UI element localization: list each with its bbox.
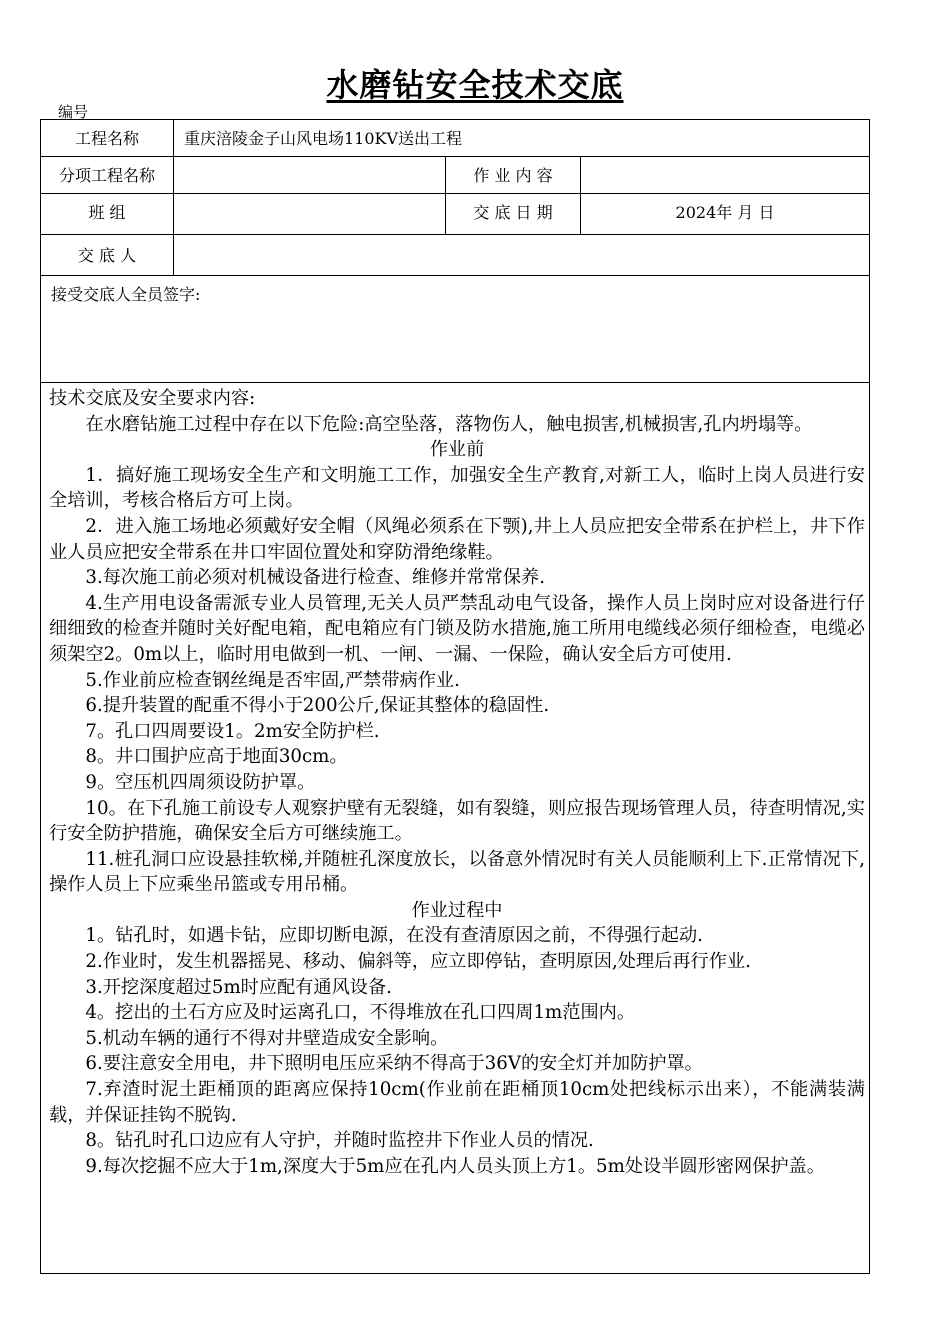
row-presenter [41,235,869,276]
during-work-item: 3.开挖深度超过5m时应配有通风设备. [85,976,392,998]
before-work-item: 10。在下孔施工前设专人观察护壁有无裂缝，如有裂缝，则应报告现场管理人员，待查明情况,实行安全防护措施，确保安全后方可继续施工。 [49,797,865,845]
content-heading: 技术交底及安全要求内容: [49,388,256,409]
before-work-item: 2．进入施工场地必须戴好安全帽（风绳必须系在下颚),井上人员应把安全带系在护栏上，井下作业人员应把安全带系在井口牢固位置处和穿防滑绝缘鞋。 [49,515,865,563]
before-work-item: 3.每次施工前必须对机械设备进行检查、维修并常常保养. [85,567,546,589]
before-work-item: 9。空压机四周须设防护罩。 [85,771,316,793]
signature-label: 接受交底人全员签字: [51,285,201,304]
date-value: 2024年 月 日 [675,203,775,222]
project-name-value: 重庆涪陵金子山风电场110KV送出工程 [184,129,463,148]
serial-number-label: 编号 [58,103,89,121]
during-work-item: 5.机动车辆的通行不得对井壁造成安全影响。 [85,1027,449,1049]
content-intro: 在水磨钻施工过程中存在以下危险:高空坠落，落物伤人，触电损害,机械损害,孔内坍塌等。 [85,413,813,435]
before-work-item: 4.生产用电设备需派专业人员管理,无关人员严禁乱动电气设备，操作人员上岗时应对设备进行仔细细致的检查并随时关好配电箱，配电箱应有门锁及防水措施,施工所用电缆线必须仔细检查，电缆必须架空2。0m以上，临时用电做到一机、一闸、一漏、一保险，确认安全后方可使用. [49,592,865,665]
before-work-item: 6.提升装置的配重不得小于200公斤,保证其整体的稳固性. [85,695,550,717]
sub-project-label: 分项工程名称 [41,157,174,193]
presenter-value[interactable] [174,235,869,275]
during-work-item: 4。挖出的土石方应及时运离孔口，不得堆放在孔口四周1m范围内。 [85,1002,636,1024]
before-work-item: 8。井口围护应高于地面30cm。 [85,746,348,768]
team-label: 班 组 [41,194,174,234]
date-label: 交 底 日 期 [446,194,581,234]
during-work-item: 2.作业时，发生机器摇晃、移动、偏斜等，应立即停钻，查明原因,处理后再行作业. [85,951,751,973]
during-work-item: 6.要注意安全用电，井下照明电压应采纳不得高于36V的安全灯并加防护罩。 [85,1053,703,1075]
work-content-value[interactable] [581,157,869,193]
disclosure-form [40,119,870,1274]
document-title: 水磨钻安全技术交底 [326,66,624,104]
before-work-item: 7。孔口四周要设1。2m安全防护栏. [85,720,380,742]
section-title-before-work: 作业前 [429,439,485,461]
row-team-date [41,194,869,235]
during-work-item: 7.弃渣时泥土距桶顶的距离应保持10cm(作业前在距桶顶10cm处把线标示出来），不能满装满载，并保证挂钩不脱钩. [49,1079,865,1126]
row-signatures [41,276,869,383]
sub-project-value[interactable] [174,157,446,193]
work-content-label: 作 业 内 容 [446,157,581,193]
during-work-item: 8。钻孔时孔口边应有人守护，并随时监控井下作业人员的情况. [85,1130,594,1152]
during-work-item: 1。钻孔时，如遇卡钻，应即切断电源，在没有查清原因之前，不得强行起动. [85,925,703,947]
safety-content [49,386,865,1179]
project-name-label: 工程名称 [41,120,174,156]
presenter-label: 交 底 人 [41,235,174,275]
before-work-item: 11.桩孔洞口应设悬挂软梯,并随桩孔深度放长，以备意外情况时有关人员能顺利上下.正常情况下,操作人员上下应乘坐吊篮或专用吊桶。 [49,848,865,896]
row-project-name [41,120,869,157]
team-value[interactable] [174,194,446,234]
before-work-item: 1．搞好施工现场安全生产和文明施工工作，加强安全生产教育,对新工人，临时上岗人员进行安全培训，考核合格后方可上岗。 [49,464,865,512]
before-work-item: 5.作业前应检查钢丝绳是否牢固,严禁带病作业. [85,669,460,691]
row-sub-project [41,157,869,194]
section-title-during-work: 作业过程中 [411,899,503,921]
during-work-item: 9.每次挖掘不应大于1m,深度大于5m应在孔内人员头顶上方1。5m处设半圆形密网保护盖。 [85,1155,825,1177]
